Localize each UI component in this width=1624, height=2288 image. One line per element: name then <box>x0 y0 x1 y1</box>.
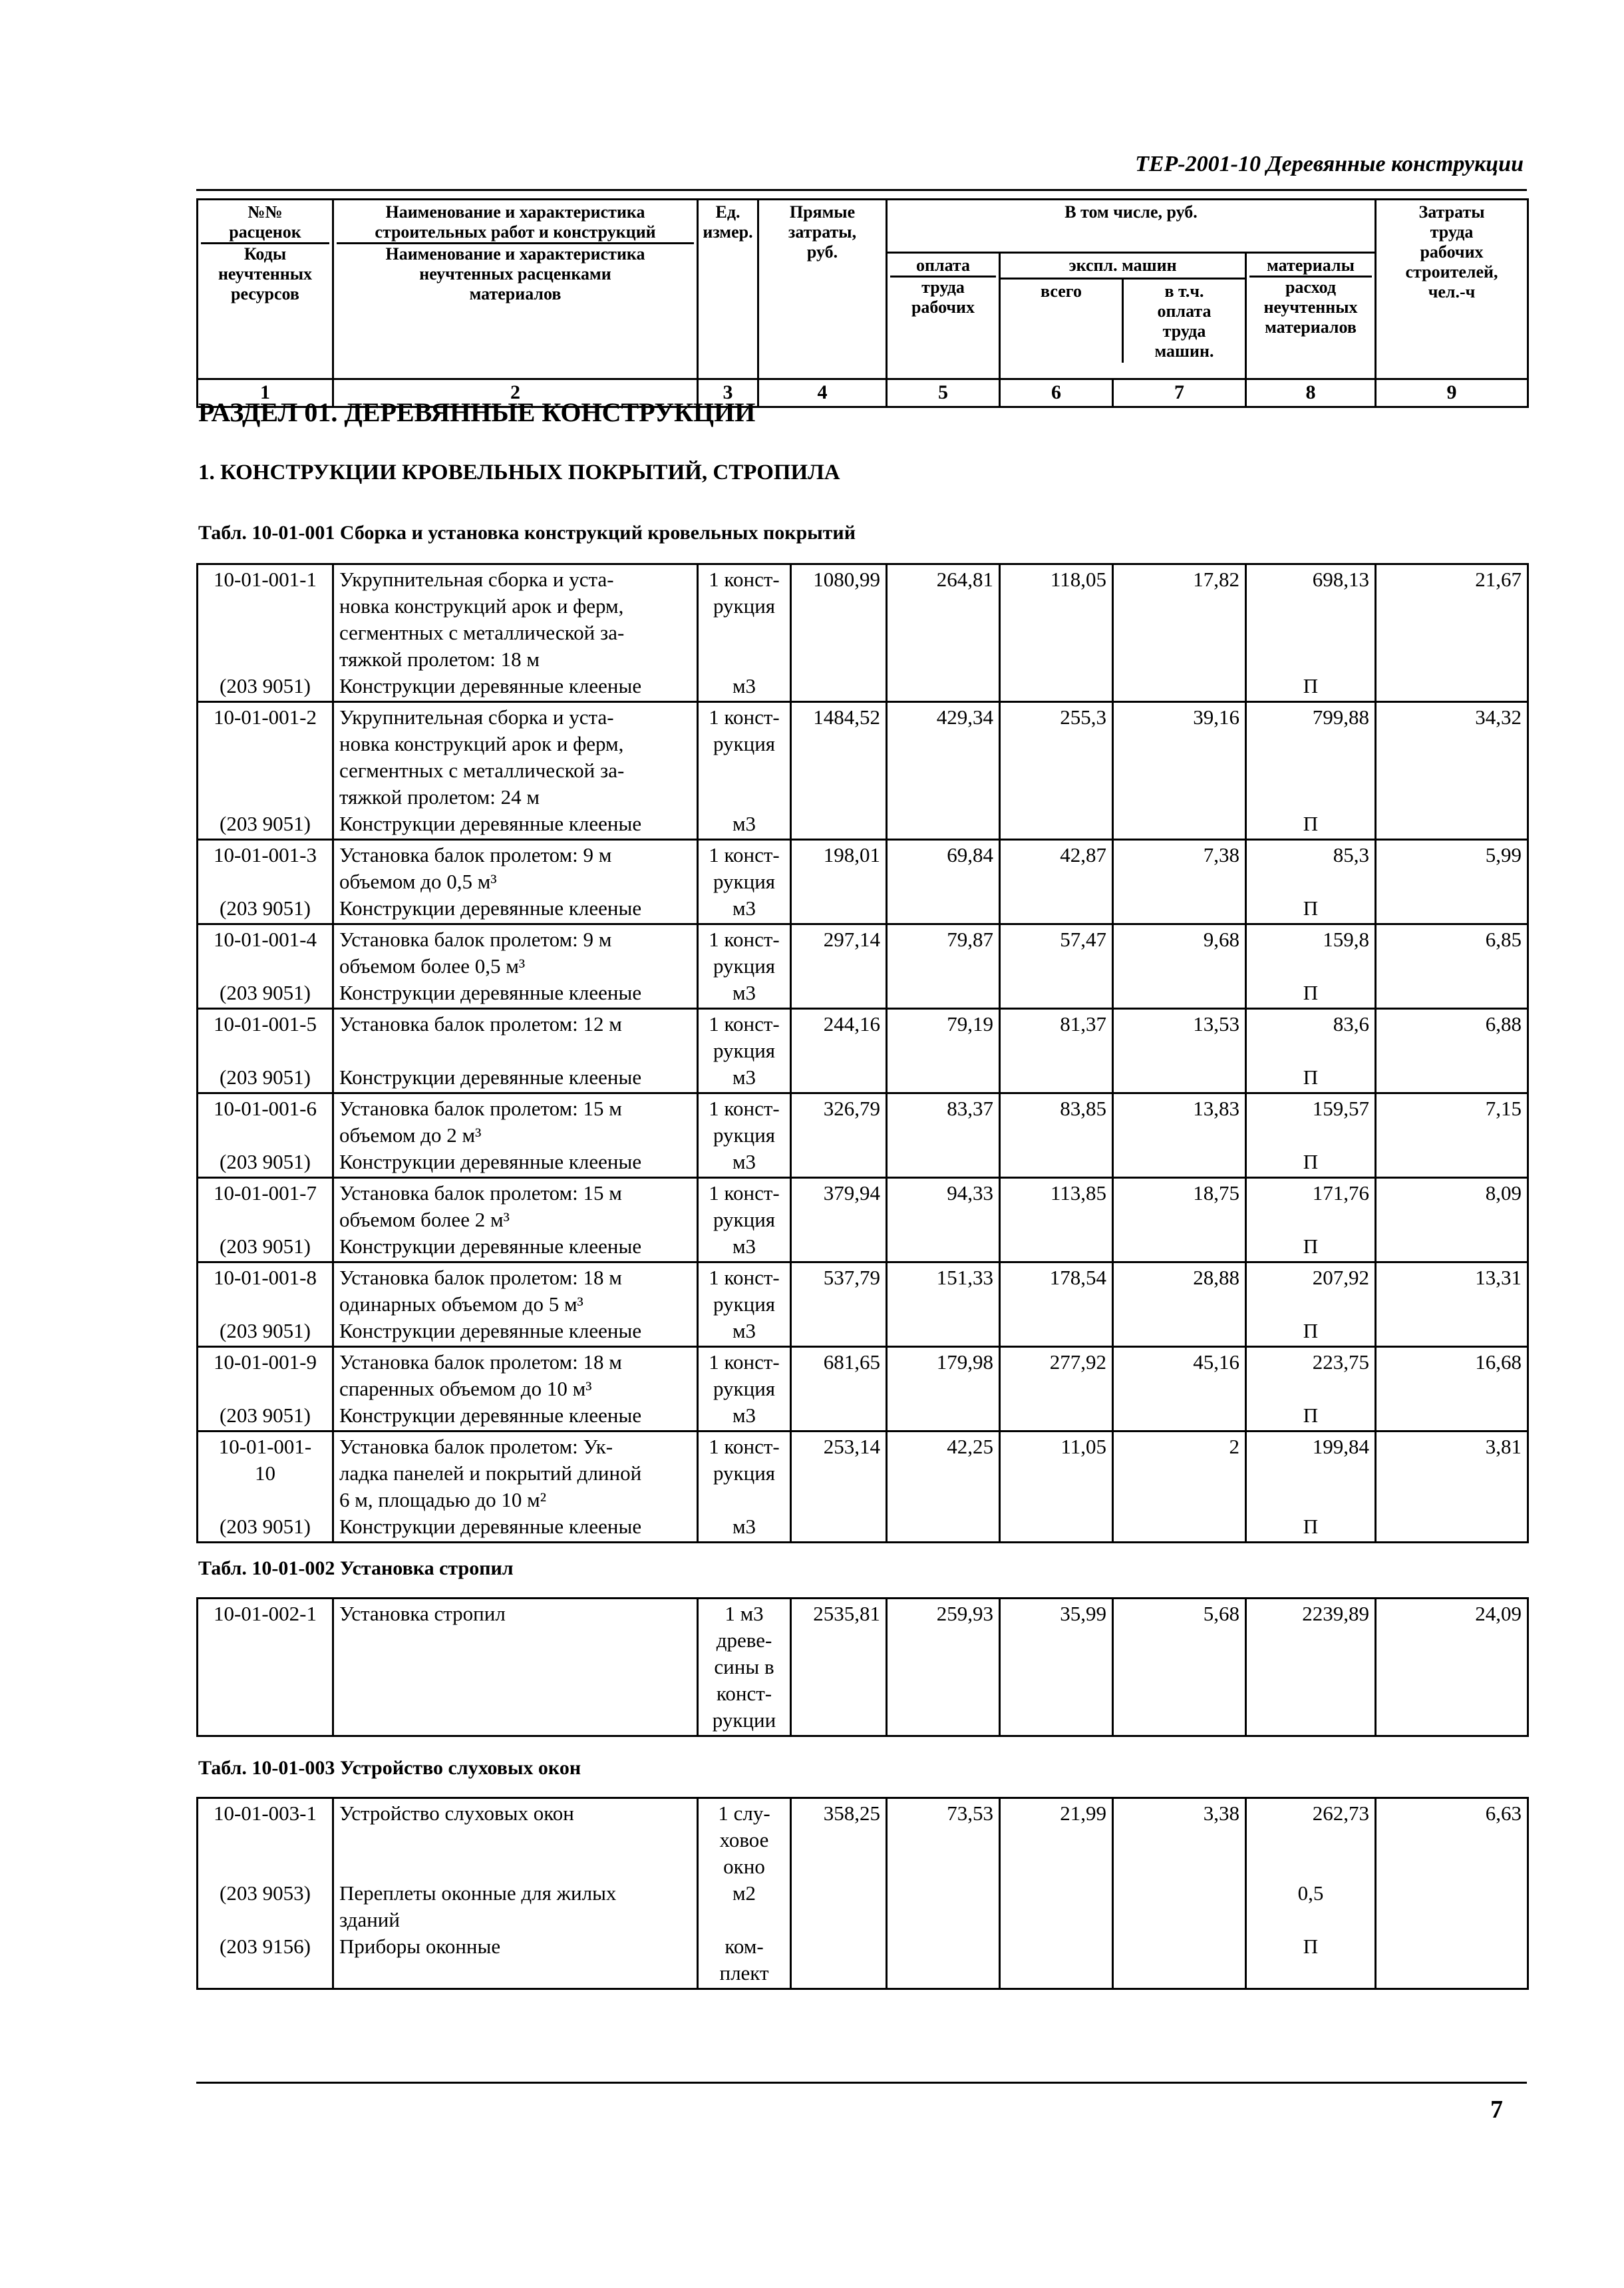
direct-costs: 681,65 <box>791 1347 887 1431</box>
unit: 1 конст- рукция м3 <box>698 1009 791 1093</box>
labor-pay: 42,25 <box>887 1431 1000 1543</box>
subsection-title: 1. КОНСТРУКЦИИ КРОВЕЛЬНЫХ ПОКРЫТИЙ, СТРОПИЛА <box>198 461 840 484</box>
materials: 698,13 П <box>1246 564 1376 702</box>
materials: 207,92 П <box>1246 1262 1376 1347</box>
colnum: 7 <box>1113 379 1246 407</box>
labor-pay: 94,33 <box>887 1178 1000 1262</box>
work-name: Установка балок пролетом: 9 м объемом до 0,5 м³ Конструкции деревянные клееные <box>333 840 698 924</box>
materials: 159,8 П <box>1246 924 1376 1009</box>
machines-total: 83,85 <box>1000 1093 1113 1178</box>
work-name: Установка балок пролетом: 15 м объемом более 2 м³ Конструкции деревянные клееные <box>333 1178 698 1262</box>
machines-total: 42,87 <box>1000 840 1113 924</box>
machine-labor-pay: 39,16 <box>1113 702 1246 840</box>
table-row <box>198 1431 1528 1543</box>
rate-code: 10-01-001- 10 (203 9051) <box>198 1431 333 1543</box>
page-number: 7 <box>1490 2096 1503 2124</box>
direct-costs: 1484,52 <box>791 702 887 840</box>
materials: 262,73 0,5 П <box>1246 1798 1376 1989</box>
labor-hours: 24,09 <box>1376 1599 1528 1736</box>
col9-header: Затраты труда рабочих строителей, чел.-ч <box>1376 200 1528 379</box>
unit: 1 конст- рукция м3 <box>698 702 791 840</box>
table1 <box>196 563 1529 1543</box>
table1-caption: Табл. 10-01-001 Сборка и установка конструкций кровельных покрытий <box>198 522 856 544</box>
unit: 1 конст- рукция м3 <box>698 1093 791 1178</box>
unit: 1 конст- рукция м3 <box>698 840 791 924</box>
labor-pay: 151,33 <box>887 1262 1000 1347</box>
machine-labor-pay: 45,16 <box>1113 1347 1246 1431</box>
col4-header: Прямые затраты, руб. <box>758 200 887 379</box>
labor-hours: 21,67 <box>1376 564 1528 702</box>
rate-code: 10-01-001-5 (203 9051) <box>198 1009 333 1093</box>
direct-costs: 198,01 <box>791 840 887 924</box>
table-row <box>198 1347 1528 1431</box>
table-row <box>198 1009 1528 1093</box>
work-name: Установка балок пролетом: 12 м Конструкции деревянные клееные <box>333 1009 698 1093</box>
direct-costs: 244,16 <box>791 1009 887 1093</box>
labor-hours: 5,99 <box>1376 840 1528 924</box>
labor-hours: 6,88 <box>1376 1009 1528 1093</box>
table-row <box>198 702 1528 840</box>
labor-hours: 7,15 <box>1376 1093 1528 1178</box>
materials: 199,84 П <box>1246 1431 1376 1543</box>
direct-costs: 253,14 <box>791 1431 887 1543</box>
direct-costs: 537,79 <box>791 1262 887 1347</box>
machines-total: 21,99 <box>1000 1798 1113 1989</box>
rate-code: 10-01-001-4 (203 9051) <box>198 924 333 1009</box>
colnum: 3 <box>698 379 758 407</box>
machines-total: 113,85 <box>1000 1178 1113 1262</box>
rate-code: 10-01-001-6 (203 9051) <box>198 1093 333 1178</box>
machine-labor-pay: 17,82 <box>1113 564 1246 702</box>
colnum: 9 <box>1376 379 1528 407</box>
rate-code: 10-01-001-7 (203 9051) <box>198 1178 333 1262</box>
expl-header: экспл. машин всего в т.ч. оплата труда машин. <box>1000 253 1246 379</box>
labor-hours: 6,85 <box>1376 924 1528 1009</box>
materials: 799,88 П <box>1246 702 1376 840</box>
col7-header: в т.ч. оплата труда машин. <box>1154 281 1214 361</box>
machine-labor-pay: 28,88 <box>1113 1262 1246 1347</box>
direct-costs: 379,94 <box>791 1178 887 1262</box>
table-row <box>198 1798 1528 1989</box>
unit: 1 слу- ховое окно м2 ком- плект <box>698 1798 791 1989</box>
col6-header: всего <box>1001 280 1124 363</box>
table-row <box>198 1178 1528 1262</box>
machine-labor-pay: 7,38 <box>1113 840 1246 924</box>
direct-costs: 1080,99 <box>791 564 887 702</box>
unit: 1 конст- рукция м3 <box>698 1431 791 1543</box>
colnum: 8 <box>1246 379 1376 407</box>
labor-pay: 79,19 <box>887 1009 1000 1093</box>
col1-header: №№ расценок Коды неучтенных ресурсов <box>198 200 333 379</box>
work-name: Установка балок пролетом: 18 м одинарных объемом до 5 м³ Конструкции деревянные клееные <box>333 1262 698 1347</box>
table2 <box>196 1597 1529 1737</box>
work-name: Установка балок пролетом: 18 м спаренных объемом до 10 м³ Конструкции деревянные клееные <box>333 1347 698 1431</box>
labor-pay: 264,81 <box>887 564 1000 702</box>
materials: 171,76 П <box>1246 1178 1376 1262</box>
work-name: Установка балок пролетом: 9 м объемом более 0,5 м³ Конструкции деревянные клееные <box>333 924 698 1009</box>
machine-labor-pay: 3,38 <box>1113 1798 1246 1989</box>
work-name: Установка балок пролетом: 15 м объемом до 2 м³ Конструкции деревянные клееные <box>333 1093 698 1178</box>
work-name: Укрупнительная сборка и уста- новка конструкций арок и ферм, сегментных с металлической за- тяжкой пролетом: 24 м Конструкции деревянные клееные <box>333 702 698 840</box>
table-row <box>198 1262 1528 1347</box>
materials: 83,6 П <box>1246 1009 1376 1093</box>
table2-caption: Табл. 10-01-002 Установка стропил <box>198 1557 514 1579</box>
rate-code: 10-01-001-2 (203 9051) <box>198 702 333 840</box>
labor-pay: 69,84 <box>887 840 1000 924</box>
colnum: 6 <box>1000 379 1113 407</box>
labor-pay: 79,87 <box>887 924 1000 1009</box>
labor-hours: 16,68 <box>1376 1347 1528 1431</box>
footer-rule <box>196 2082 1527 2084</box>
direct-costs: 358,25 <box>791 1798 887 1989</box>
unit: 1 конст- рукция м3 <box>698 1178 791 1262</box>
machine-labor-pay: 9,68 <box>1113 924 1246 1009</box>
rate-code: 10-01-003-1 (203 9053) (203 9156) <box>198 1798 333 1989</box>
machines-total: 118,05 <box>1000 564 1113 702</box>
rate-code: 10-01-002-1 <box>198 1599 333 1736</box>
labor-pay: 179,98 <box>887 1347 1000 1431</box>
machine-labor-pay: 18,75 <box>1113 1178 1246 1262</box>
work-name: Укрупнительная сборка и уста- новка конструкций арок и ферм, сегментных с металлической за- тяжкой пролетом: 18 м Конструкции деревянные клееные <box>333 564 698 702</box>
header-rule <box>196 189 1527 191</box>
labor-hours: 3,81 <box>1376 1431 1528 1543</box>
machines-total: 57,47 <box>1000 924 1113 1009</box>
table-row <box>198 564 1528 702</box>
unit: 1 конст- рукция м3 <box>698 564 791 702</box>
table3 <box>196 1797 1529 1990</box>
labor-pay: 429,34 <box>887 702 1000 840</box>
work-name: Установка стропил <box>333 1599 698 1736</box>
materials: 85,3 П <box>1246 840 1376 924</box>
group-header: В том числе, руб. <box>887 200 1376 253</box>
col5-header: оплата труда рабочих <box>887 253 1000 379</box>
colnum: 5 <box>887 379 1000 407</box>
machines-total: 35,99 <box>1000 1599 1113 1736</box>
materials: 223,75 П <box>1246 1347 1376 1431</box>
machine-labor-pay: 13,53 <box>1113 1009 1246 1093</box>
work-name: Устройство слуховых окон Переплеты оконные для жилых зданий Приборы оконные <box>333 1798 698 1989</box>
machines-total: 277,92 <box>1000 1347 1113 1431</box>
direct-costs: 2535,81 <box>791 1599 887 1736</box>
rate-code: 10-01-001-3 (203 9051) <box>198 840 333 924</box>
machine-labor-pay: 2 <box>1113 1431 1246 1543</box>
unit: 1 м3 древе- сины в конст- рукции <box>698 1599 791 1736</box>
colnum: 4 <box>758 379 887 407</box>
labor-pay: 73,53 <box>887 1798 1000 1989</box>
direct-costs: 297,14 <box>791 924 887 1009</box>
table-row <box>198 1599 1528 1736</box>
unit: 1 конст- рукция м3 <box>698 924 791 1009</box>
table-row <box>198 924 1528 1009</box>
colnum: 2 <box>333 379 698 407</box>
col3-header: Ед. измер. <box>698 200 758 379</box>
unit: 1 конст- рукция м3 <box>698 1262 791 1347</box>
labor-hours: 13,31 <box>1376 1262 1528 1347</box>
rate-code: 10-01-001-9 (203 9051) <box>198 1347 333 1431</box>
labor-hours: 8,09 <box>1376 1178 1528 1262</box>
labor-hours: 6,63 <box>1376 1798 1528 1989</box>
machine-labor-pay: 13,83 <box>1113 1093 1246 1178</box>
machines-total: 255,3 <box>1000 702 1113 840</box>
labor-hours: 34,32 <box>1376 702 1528 840</box>
rate-code: 10-01-001-8 (203 9051) <box>198 1262 333 1347</box>
machine-labor-pay: 5,68 <box>1113 1599 1246 1736</box>
work-name: Установка балок пролетом: Ук- ладка панелей и покрытий длиной 6 м, площадью до 10 м² Конструкции деревянные клееные <box>333 1431 698 1543</box>
rate-code: 10-01-001-1 (203 9051) <box>198 564 333 702</box>
direct-costs: 326,79 <box>791 1093 887 1178</box>
machines-total: 11,05 <box>1000 1431 1113 1543</box>
machines-total: 178,54 <box>1000 1262 1113 1347</box>
labor-pay: 83,37 <box>887 1093 1000 1178</box>
column-header-table <box>196 198 1529 408</box>
col8-header: материалы расход неучтенных материалов <box>1246 253 1376 379</box>
running-header: ТЕР-2001-10 Деревянные конструкции <box>1135 152 1524 176</box>
table-row <box>198 1093 1528 1178</box>
table3-caption: Табл. 10-01-003 Устройство слуховых окон <box>198 1757 581 1779</box>
unit: 1 конст- рукция м3 <box>698 1347 791 1431</box>
materials: 2239,89 <box>1246 1599 1376 1736</box>
section-title: РАЗДЕЛ 01. ДЕРЕВЯННЫЕ КОНСТРУКЦИИ <box>198 397 756 427</box>
materials: 159,57 П <box>1246 1093 1376 1178</box>
col2-header: Наименование и характеристика строительных работ и конструкций Наименование и характеристика неучтенных расценками материалов <box>333 200 698 379</box>
table-row <box>198 840 1528 924</box>
colnum: 1 <box>198 379 333 407</box>
labor-pay: 259,93 <box>887 1599 1000 1736</box>
machines-total: 81,37 <box>1000 1009 1113 1093</box>
